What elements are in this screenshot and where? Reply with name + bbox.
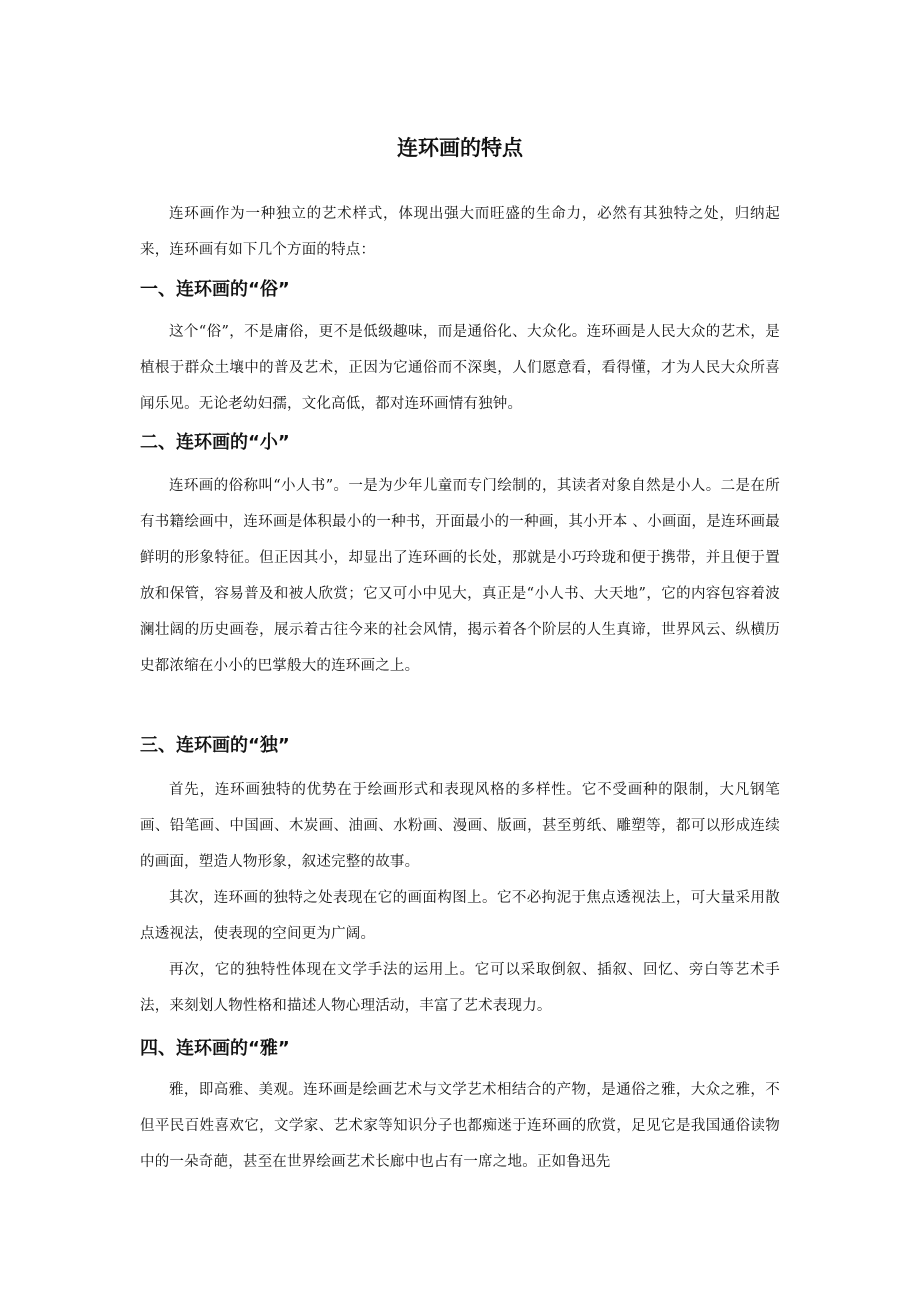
section-paragraph: 首先，连环画独特的优势在于绘画形式和表现风格的多样性。它不受画种的限制，大凡钢笔画、铅笔画、中国画、木炭画、油画、水粉画、漫画、版画，甚至剪纸、雕塑等，都可以形成连续的画面，塑造人物形象，叙述完整的故事。 [140, 782, 780, 870]
section-heading: 二、连环画的“小” [140, 432, 290, 453]
section-4 [140, 1034, 780, 1064]
section-heading: 一、连环画的“俗” [140, 279, 290, 300]
section-paragraph: 连环画的俗称叫“小人书”。一是为少年儿童而专门绘制的，其读者对象自然是小人。二是在所有书籍绘画中，连环画是体积最小的一种书，开面最小的一种画，其小开本 、小画面，是连环画最鲜明的形象特征。但正因其小，却显出了连环画的长处，那就是小巧玲珑和便于携带，并且便于置放和保管，容易普及和被人欣赏；它又可小中见大，真正是“小人书、大天地”，它的内容包容着波澜壮阔的历史画卷，展示着古往今来的社会风情，揭示着各个阶层的人生真谛，世界风云、纵横历史都浓缩在小小的巴掌般大的连环画之上。 [140, 478, 780, 674]
document-title: 连环画的特点 [397, 136, 523, 160]
section-2-body [140, 468, 780, 684]
section-paragraph: 再次，它的独特性体现在文学手法的运用上。它可以采取倒叙、插叙、回忆、旁白等艺术手法，来刻划人物性格和描述人物心理活动，丰富了艺术表现力。 [140, 962, 780, 1014]
section-1-body [140, 314, 780, 422]
section-paragraph: 这个“俗”，不是庸俗，更不是低级趣味，而是通俗化、大众化。连环画是人民大众的艺术，是植根于群众土壤中的普及艺术，正因为它通俗而不深奥，人们愿意看，看得懂，才为人民大众所喜闻乐见。无论老幼妇孺，文化高低，都对连环画情有独钟。 [140, 324, 780, 412]
section-3-body [140, 772, 780, 1024]
section-paragraph: 其次，连环画的独特之处表现在它的画面构图上。它不必拘泥于焦点透视法上，可大量采用散点透视法，使表现的空间更为广阔。 [140, 890, 780, 942]
section-4-body [140, 1072, 780, 1180]
section-heading: 三、连环画的“独” [140, 735, 290, 756]
section-2 [140, 428, 780, 458]
intro-block [140, 196, 780, 268]
section-1 [140, 275, 780, 305]
section-heading: 四、连环画的“雅” [140, 1038, 290, 1059]
section-3 [140, 731, 780, 761]
intro-paragraph: 连环画作为一种独立的艺术样式，体现出强大而旺盛的生命力，必然有其独特之处，归纳起来，连环画有如下几个方面的特点： [140, 206, 780, 258]
section-paragraph: 雅，即高雅、美观。连环画是绘画艺术与文学艺术相结合的产物，是通俗之雅，大众之雅，不但平民百姓喜欢它，文学家、艺术家等知识分子也都痴迷于连环画的欣赏，足见它是我国通俗读物中的一朵奇葩，甚至在世界绘画艺术长廊中也占有一席之地。正如鲁迅先 [140, 1082, 780, 1170]
